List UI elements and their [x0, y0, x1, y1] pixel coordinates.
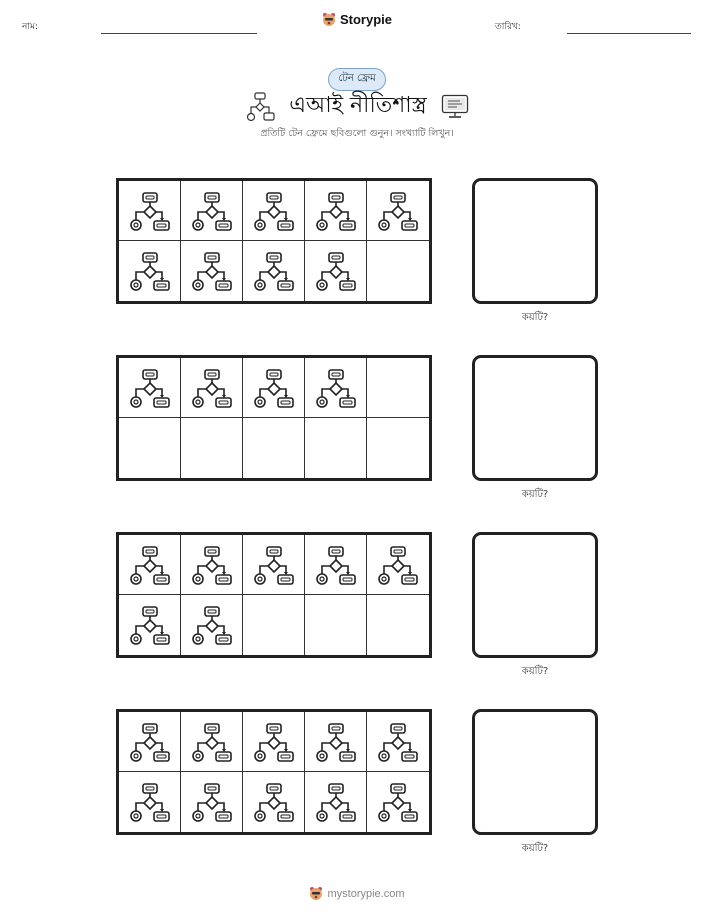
- filled-cell: [243, 772, 305, 832]
- filled-cell: [243, 181, 305, 241]
- filled-cell: [243, 358, 305, 418]
- flowchart-icon: [314, 189, 358, 233]
- flowchart-icon: [128, 720, 172, 764]
- filled-cell: [305, 712, 367, 772]
- flowchart-icon: [128, 543, 172, 587]
- storypie-mascot-icon: [309, 886, 323, 901]
- flowchart-icon: [252, 543, 296, 587]
- footer: [0, 886, 714, 901]
- empty-cell: [367, 241, 429, 301]
- filled-cell: [119, 358, 181, 418]
- filled-cell: [305, 358, 367, 418]
- flowchart-icon: [252, 366, 296, 410]
- empty-cell: [119, 418, 181, 478]
- filled-cell: [181, 712, 243, 772]
- flowchart-icon: [190, 543, 234, 587]
- filled-cell: [367, 772, 429, 832]
- flowchart-icon: [190, 249, 234, 293]
- instructions: প্রতিটি টেন ফ্রেমে ছবিগুলো গুনুন। সংখ্যাটি লিখুন।: [260, 128, 454, 139]
- filled-cell: [305, 535, 367, 595]
- flowchart-icon: [252, 249, 296, 293]
- filled-cell: [119, 181, 181, 241]
- filled-cell: [119, 712, 181, 772]
- flowchart-icon: [376, 780, 420, 824]
- topic-pill: টেন ফ্রেম: [328, 68, 385, 91]
- filled-cell: [181, 358, 243, 418]
- brand-logo: [0, 12, 714, 27]
- filled-cell: [243, 712, 305, 772]
- answer-box[interactable]: [472, 532, 598, 658]
- footer-url[interactable]: mystorypie.com: [327, 887, 405, 900]
- filled-cell: [305, 241, 367, 301]
- flowchart-icon: [376, 543, 420, 587]
- page-title: এআই নীতিশাস্ত্র: [289, 93, 427, 118]
- filled-cell: [119, 772, 181, 832]
- filled-cell: [181, 595, 243, 655]
- flowchart-icon: [190, 603, 234, 647]
- filled-cell: [119, 535, 181, 595]
- flowchart-icon: [190, 780, 234, 824]
- storypie-mascot-icon: [322, 12, 336, 27]
- filled-cell: [181, 772, 243, 832]
- answer-box[interactable]: [472, 709, 598, 835]
- ten-frame: [116, 355, 432, 481]
- filled-cell: [119, 241, 181, 301]
- filled-cell: [305, 772, 367, 832]
- filled-cell: [181, 535, 243, 595]
- empty-cell: [305, 595, 367, 655]
- flowchart-icon: [252, 780, 296, 824]
- answer-box[interactable]: [472, 178, 598, 304]
- filled-cell: [305, 181, 367, 241]
- name-field[interactable]: [101, 33, 257, 34]
- flowchart-icon: [314, 366, 358, 410]
- empty-cell: [305, 418, 367, 478]
- how-many-label: কয়টি?: [521, 843, 549, 854]
- answer-box[interactable]: [472, 355, 598, 481]
- flowchart-icon: [252, 189, 296, 233]
- filled-cell: [181, 241, 243, 301]
- flowchart-icon: [252, 720, 296, 764]
- empty-cell: [367, 358, 429, 418]
- flowchart-icon: [128, 189, 172, 233]
- ten-frame: [116, 178, 432, 304]
- date-label: তারিখ:: [495, 22, 521, 32]
- flowchart-icon: [128, 366, 172, 410]
- empty-cell: [181, 418, 243, 478]
- flowchart-icon: [376, 720, 420, 764]
- ten-frame: [116, 532, 432, 658]
- how-many-label: কয়টি?: [521, 312, 549, 323]
- flowchart-icon: [376, 189, 420, 233]
- brand-name: Storypie: [339, 12, 392, 27]
- filled-cell: [243, 535, 305, 595]
- filled-cell: [243, 241, 305, 301]
- filled-cell: [367, 535, 429, 595]
- flowchart-icon: [128, 780, 172, 824]
- computer-monitor-icon: [441, 94, 469, 120]
- flowchart-icon: [314, 780, 358, 824]
- filled-cell: [367, 181, 429, 241]
- flowchart-icon: [190, 189, 234, 233]
- empty-cell: [367, 595, 429, 655]
- ten-frame: [116, 709, 432, 835]
- date-field[interactable]: [567, 33, 691, 34]
- flowchart-icon: [314, 249, 358, 293]
- how-many-label: কয়টি?: [521, 489, 549, 500]
- flowchart-icon: [190, 720, 234, 764]
- flowchart-icon: [314, 543, 358, 587]
- filled-cell: [181, 181, 243, 241]
- flowchart-icon: [128, 603, 172, 647]
- filled-cell: [367, 712, 429, 772]
- flowchart-icon: [128, 249, 172, 293]
- empty-cell: [243, 418, 305, 478]
- how-many-label: কয়টি?: [521, 666, 549, 677]
- flowchart-icon: [245, 92, 275, 122]
- flowchart-icon: [190, 366, 234, 410]
- filled-cell: [119, 595, 181, 655]
- empty-cell: [367, 418, 429, 478]
- flowchart-icon: [314, 720, 358, 764]
- name-label: নাম:: [22, 22, 39, 32]
- empty-cell: [243, 595, 305, 655]
